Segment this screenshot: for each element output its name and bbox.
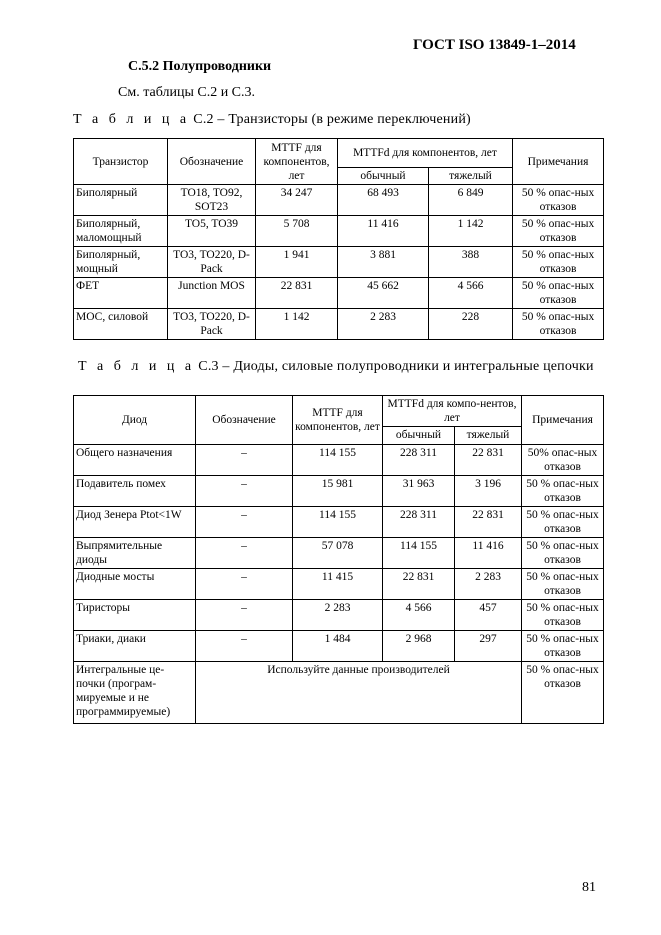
cell-designation: TO5, TO39 bbox=[168, 216, 256, 247]
cell-mttfd-normal: 228 311 bbox=[383, 445, 455, 476]
cell-mttfd-normal: 31 963 bbox=[383, 476, 455, 507]
cell-component: Триаки, диаки bbox=[74, 631, 196, 662]
cell-designation: – bbox=[196, 476, 293, 507]
table-row bbox=[74, 476, 604, 507]
cell-designation: – bbox=[196, 445, 293, 476]
header-normal: обычный bbox=[338, 168, 429, 185]
cell-notes: 50 % опас-ных отказов bbox=[522, 476, 604, 507]
header-notes: Примечания bbox=[522, 396, 604, 445]
cell-mttf: 11 415 bbox=[293, 569, 383, 600]
cell-mttfd-heavy: 3 196 bbox=[455, 476, 522, 507]
cell-mttf: 114 155 bbox=[293, 507, 383, 538]
cell-mttf: 2 283 bbox=[293, 600, 383, 631]
table-c2-caption-prefix: Т а б л и ц а bbox=[73, 112, 190, 127]
cell-component: Общего назначения bbox=[74, 445, 196, 476]
cell-component: Биполярный, маломощный bbox=[74, 216, 168, 247]
table-c2 bbox=[73, 138, 604, 340]
table-row bbox=[74, 569, 604, 600]
header-mttfd: МТТFd для компо-нентов, лет bbox=[383, 396, 522, 427]
cell-mttfd-normal: 4 566 bbox=[383, 600, 455, 631]
cell-notes: 50 % опас-ных отказов bbox=[522, 631, 604, 662]
cell-designation: TO18, TO92, SOT23 bbox=[168, 185, 256, 216]
cell-component: Диодные мосты bbox=[74, 569, 196, 600]
header-mttfd: МТТFd для компонентов, лет bbox=[338, 139, 513, 168]
table-row bbox=[74, 538, 604, 569]
table-row bbox=[74, 600, 604, 631]
cell-mttfd-heavy: 297 bbox=[455, 631, 522, 662]
cell-component: МОС, силовой bbox=[74, 309, 168, 340]
cell-mttf: 34 247 bbox=[256, 185, 338, 216]
cell-designation: Junction MOS bbox=[168, 278, 256, 309]
cell-mttfd-normal: 45 662 bbox=[338, 278, 429, 309]
header-component: Транзистор bbox=[74, 139, 168, 185]
cell-notes: 50 % опас-ных отказов bbox=[513, 216, 604, 247]
cell-mttfd-normal: 22 831 bbox=[383, 569, 455, 600]
cell-merged-note: Используйте данные производителей bbox=[196, 662, 522, 724]
cell-mttfd-heavy: 2 283 bbox=[455, 569, 522, 600]
table-row bbox=[74, 445, 604, 476]
table-c3 bbox=[73, 395, 604, 724]
cell-component: Диод Зенера Ptot<1W bbox=[74, 507, 196, 538]
cell-mttfd-heavy: 22 831 bbox=[455, 445, 522, 476]
table-c3-caption-prefix: Т а б л и ц а bbox=[78, 359, 195, 374]
cell-mttfd-heavy: 388 bbox=[429, 247, 513, 278]
table-row bbox=[74, 309, 604, 340]
header-mttf: МТТF для компонентов, лет bbox=[256, 139, 338, 185]
cell-component: Тиристоры bbox=[74, 600, 196, 631]
cell-designation: TO3, TO220, D-Pack bbox=[168, 309, 256, 340]
cell-notes: 50 % опас-ных отказов bbox=[513, 247, 604, 278]
cell-component: Биполярный bbox=[74, 185, 168, 216]
table-row bbox=[74, 631, 604, 662]
cell-mttf: 15 981 bbox=[293, 476, 383, 507]
cell-notes: 50 % опас-ных отказов bbox=[522, 662, 604, 724]
cell-mttf: 5 708 bbox=[256, 216, 338, 247]
cell-designation: – bbox=[196, 507, 293, 538]
cell-designation: TO3, TO220, D-Pack bbox=[168, 247, 256, 278]
table-row bbox=[74, 247, 604, 278]
header-heavy: тяжелый bbox=[429, 168, 513, 185]
cell-notes: 50 % опас-ных отказов bbox=[513, 185, 604, 216]
cell-notes: 50 % опас-ных отказов bbox=[522, 600, 604, 631]
cell-mttfd-normal: 2 283 bbox=[338, 309, 429, 340]
cell-designation: – bbox=[196, 600, 293, 631]
table-c2-caption bbox=[73, 112, 471, 128]
cell-designation: – bbox=[196, 569, 293, 600]
cell-mttfd-heavy: 457 bbox=[455, 600, 522, 631]
cell-notes: 50 % опас-ных отказов bbox=[522, 507, 604, 538]
cell-designation: – bbox=[196, 631, 293, 662]
table-row bbox=[74, 185, 604, 216]
cell-mttfd-normal: 114 155 bbox=[383, 538, 455, 569]
cell-notes: 50% опас-ных отказов bbox=[522, 445, 604, 476]
cell-notes: 50 % опас-ных отказов bbox=[513, 278, 604, 309]
header-component: Диод bbox=[74, 396, 196, 445]
table-row bbox=[74, 507, 604, 538]
cell-mttfd-normal: 68 493 bbox=[338, 185, 429, 216]
cell-component: Выпрямительные диоды bbox=[74, 538, 196, 569]
cell-mttfd-heavy: 1 142 bbox=[429, 216, 513, 247]
document-header: ГОСТ ISO 13849-1–2014 bbox=[413, 37, 576, 53]
cell-mttfd-heavy: 228 bbox=[429, 309, 513, 340]
table-row bbox=[74, 278, 604, 309]
cell-mttf: 57 078 bbox=[293, 538, 383, 569]
cell-notes: 50 % опас-ных отказов bbox=[522, 569, 604, 600]
table-header-row bbox=[74, 396, 604, 427]
table-c2-caption-text: С.2 – Транзисторы (в режиме переключений) bbox=[189, 112, 471, 127]
table-row-last bbox=[74, 662, 604, 724]
table-c3-caption bbox=[78, 359, 594, 375]
header-heavy: тяжелый bbox=[455, 427, 522, 445]
intro-text: См. таблицы С.2 и С.3. bbox=[118, 85, 256, 100]
cell-designation: – bbox=[196, 538, 293, 569]
cell-mttfd-normal: 228 311 bbox=[383, 507, 455, 538]
cell-mttfd-normal: 3 881 bbox=[338, 247, 429, 278]
cell-mttf: 1 484 bbox=[293, 631, 383, 662]
cell-notes: 50 % опас-ных отказов bbox=[513, 309, 604, 340]
cell-mttfd-heavy: 4 566 bbox=[429, 278, 513, 309]
cell-mttfd-heavy: 22 831 bbox=[455, 507, 522, 538]
cell-mttf: 114 155 bbox=[293, 445, 383, 476]
cell-component: ФЕТ bbox=[74, 278, 168, 309]
header-notes: Примечания bbox=[513, 139, 604, 185]
cell-mttfd-normal: 11 416 bbox=[338, 216, 429, 247]
table-header-row bbox=[74, 139, 604, 168]
header-designation: Обозначение bbox=[168, 139, 256, 185]
page-number: 81 bbox=[582, 880, 596, 895]
cell-mttf: 1 941 bbox=[256, 247, 338, 278]
cell-component: Биполярный, мощный bbox=[74, 247, 168, 278]
cell-component: Интегральные це-почки (програм-мируемые и не программируемые) bbox=[74, 662, 196, 724]
table-c3-caption-text: С.3 – Диоды, силовые полупроводники и интегральные цепочки bbox=[194, 359, 594, 374]
cell-component: Подавитель помех bbox=[74, 476, 196, 507]
cell-mttf: 1 142 bbox=[256, 309, 338, 340]
header-normal: обычный bbox=[383, 427, 455, 445]
header-mttf: МТТF для компонентов, лет bbox=[293, 396, 383, 445]
cell-mttf: 22 831 bbox=[256, 278, 338, 309]
cell-mttfd-normal: 2 968 bbox=[383, 631, 455, 662]
cell-mttfd-heavy: 11 416 bbox=[455, 538, 522, 569]
cell-notes: 50 % опас-ных отказов bbox=[522, 538, 604, 569]
header-designation: Обозначение bbox=[196, 396, 293, 445]
cell-mttfd-heavy: 6 849 bbox=[429, 185, 513, 216]
table-row bbox=[74, 216, 604, 247]
section-title: С.5.2 Полупроводники bbox=[128, 59, 272, 74]
